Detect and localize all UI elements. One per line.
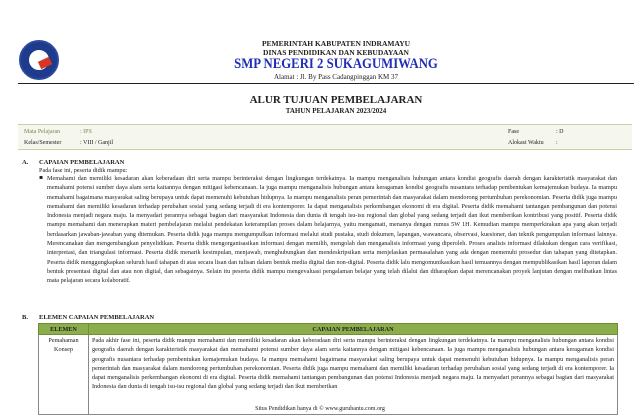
section-a-number: A. xyxy=(22,159,29,166)
kelas-value: : VIII / Ganjil xyxy=(80,140,114,146)
doc-title: ALUR TUJUAN PEMBELAJARAN xyxy=(249,94,423,106)
cell-capaian: Pada akhir fase ini, peserta didik mampu memahami dan memiliki kesadaran akan keberadaan diri serta mampu berinteraksi dengan lingkungan terdekatnya. Ia mampu menganalisis hubungan antara kondisi geografis daerah dengan karakteristik masyarakat dan memahami potensi sumber daya alam serta kaitannya dengan mitigasi kebencanaan. Ia juga mampu menganalisis hubungan antara keragaman kondisi geografis nusantara terhadap pembentukan kemajemukan budaya. Ia mampu memahami bagaimana masyarakat saling berupaya untuk dapat memenuhi kebutuhan hidupnya. Ia mampu menganalisis peran pemerintah dan masyarakat dalam mendorong pertumbuhan perekonomian. Peserta didik juga mampu memahami dan memiliki kesadaran terhadap perubahan sosial yang sedang terjadi di era kontemporer. Ia dapat menganalisis perkembangan ekonomi di era digital. Peserta didik memahami tantangan pembangunan dan potensi Indonesia menjadi negara maju. Ia menyadari perannya sebagai bagian dari masyarakat Indonesia dan dunia di tengah isu-isu regional dan global yang sedang terjadi dan ikut memberikan xyxy=(89,335,618,415)
mapel-label: Mata Pelajaran xyxy=(24,129,61,135)
gov-name: PEMERINTAH KABUPATEN INDRAMAYU xyxy=(261,39,411,48)
info-box xyxy=(18,124,632,150)
kelas-label: Kelas/Semester xyxy=(24,140,62,146)
section-b-title: ELEMEN CAPAIAN PEMBELAJARAN xyxy=(39,314,155,321)
table-row xyxy=(39,335,618,415)
section-a-title: CAPAIAN PEMBELAJARAN xyxy=(39,159,125,166)
section-a-text: Memahami dan memiliki kesadaran akan keberadaan diri serta mampu berinteraksi dengan lingkungan terdekatnya. Ia mampu menganalisis hubungan antara kondisi geografis daerah dengan karakteristik masyarakat dan memahami potensi sumber daya alam serta kaitannya dengan mitigasi kebencanaan. Ia juga mampu menganalisis hubungan antara keragaman kondisi geografis nusantara terhadap pembentukan kemajemukan budaya. Ia mampu memahami bagaimana masyarakat saling berupaya untuk dapat memenuhi kebutuhan hidupnya. Ia mampu menganalisis peran pemerintah dan masyarakat dalam mendorong pertumbuhan perekonomian. Peserta didik juga mampu memahami dan memiliki kesadaran terhadap perubahan sosial yang sedang terjadi di era kontemporer. Ia dapat menganalisis perkembangan ekonomi di era digital. Peserta didik memahami tantangan pembangunan dan potensi Indonesia menjadi negara maju. Ia menyadari perannya sebagai bagian dari masyarakat Indonesia dan dunia di tengah isu-isu regional dan global yang sedang terjadi dan ikut memberikan kontribusi yang positif. Peserta didik mampu memahami dan menerapkan materi pembelajaran melalui pendekatan keterampilan proses dalam belajarnya, yaitu mengamati, menanya dengan rumus 5W 1H. Kemudian mampu memperkirakan apa yang akan terjadi berdasarkan jawaban-jawaban yang ditemukan. Peserta didik juga mampu mengumpulkan informasi melalui studi pustaka, studi dokumen, lapangan, wawancara, observasi, kuesioner, dan teknik pengumpulan informasi lainnya. Merencanakan dan mengembangkan penyelidikan. Peserta didik mengorganisasikan informasi dengan memilih, mengolah dan menganalisis informasi yang diperoleh. Proses analisis informasi dilakukan dengan cara verifikasi, interpretasi, dan triangulasi informasi. Peserta didik menarik kesimpulan, menjawab, menghubungkan dan mendeskripsikan serta menjelaskan permasalahan yang ada dengan memenuhi prosedur dan tahapan yang ditetapkan. Peserta didik menggungkapkan seluruh hasil tahapan di atas secara lisan dan tulisan dalam bentuk media digital dan non-digital. Peserta didik lalu mengomunikasikan hasil temuannya dengan mempublikasikan hasil laporan dalam bentuk presentasi digital dan atau non digital, dan sebagainya. Selain itu peserta didik mampu mengevaluasi pengalaman belajar yang telah dilalui dan diharapkan dapat merencanakan proyek lanjutan dengan melibatkan lintas mata pelajaran secara kolaboratif. xyxy=(47,175,617,285)
section-a-intro: Pada fase ini, peserta didik mampu: xyxy=(39,167,128,174)
header-divider xyxy=(18,83,634,84)
dept-name: DINAS PENDIDIKAN DAN KEBUDAYAAN xyxy=(263,48,409,57)
section-b-number: B. xyxy=(22,314,28,321)
fase-label: Fase xyxy=(508,129,519,135)
school-name: SMP NEGERI 2 SUKAGUMIWANG xyxy=(234,56,438,72)
cell-elemen: Pemahaman Konsep xyxy=(39,335,89,415)
bullet-icon: ▪ xyxy=(39,174,44,181)
mapel-value: : IPS xyxy=(80,129,92,135)
table-header xyxy=(39,324,618,335)
fase-value: : D xyxy=(556,129,564,135)
footer-text: Situs Pendidikan hanya di © www.gurubantu.com.org xyxy=(255,406,385,412)
alokasi-label: Alokasi Waktu xyxy=(508,140,544,146)
col-elemen: ELEMEN xyxy=(39,324,89,335)
school-address: Alamat : Jl. By Pass Cadangpinggan KM 37 xyxy=(273,73,399,81)
alokasi-value: : xyxy=(556,140,558,146)
col-capaian: CAPAIAN PEMBELAJARAN xyxy=(89,324,618,335)
elemen-table xyxy=(38,323,618,415)
doc-year: TAHUN PELAJARAN 2023/2024 xyxy=(285,107,387,115)
